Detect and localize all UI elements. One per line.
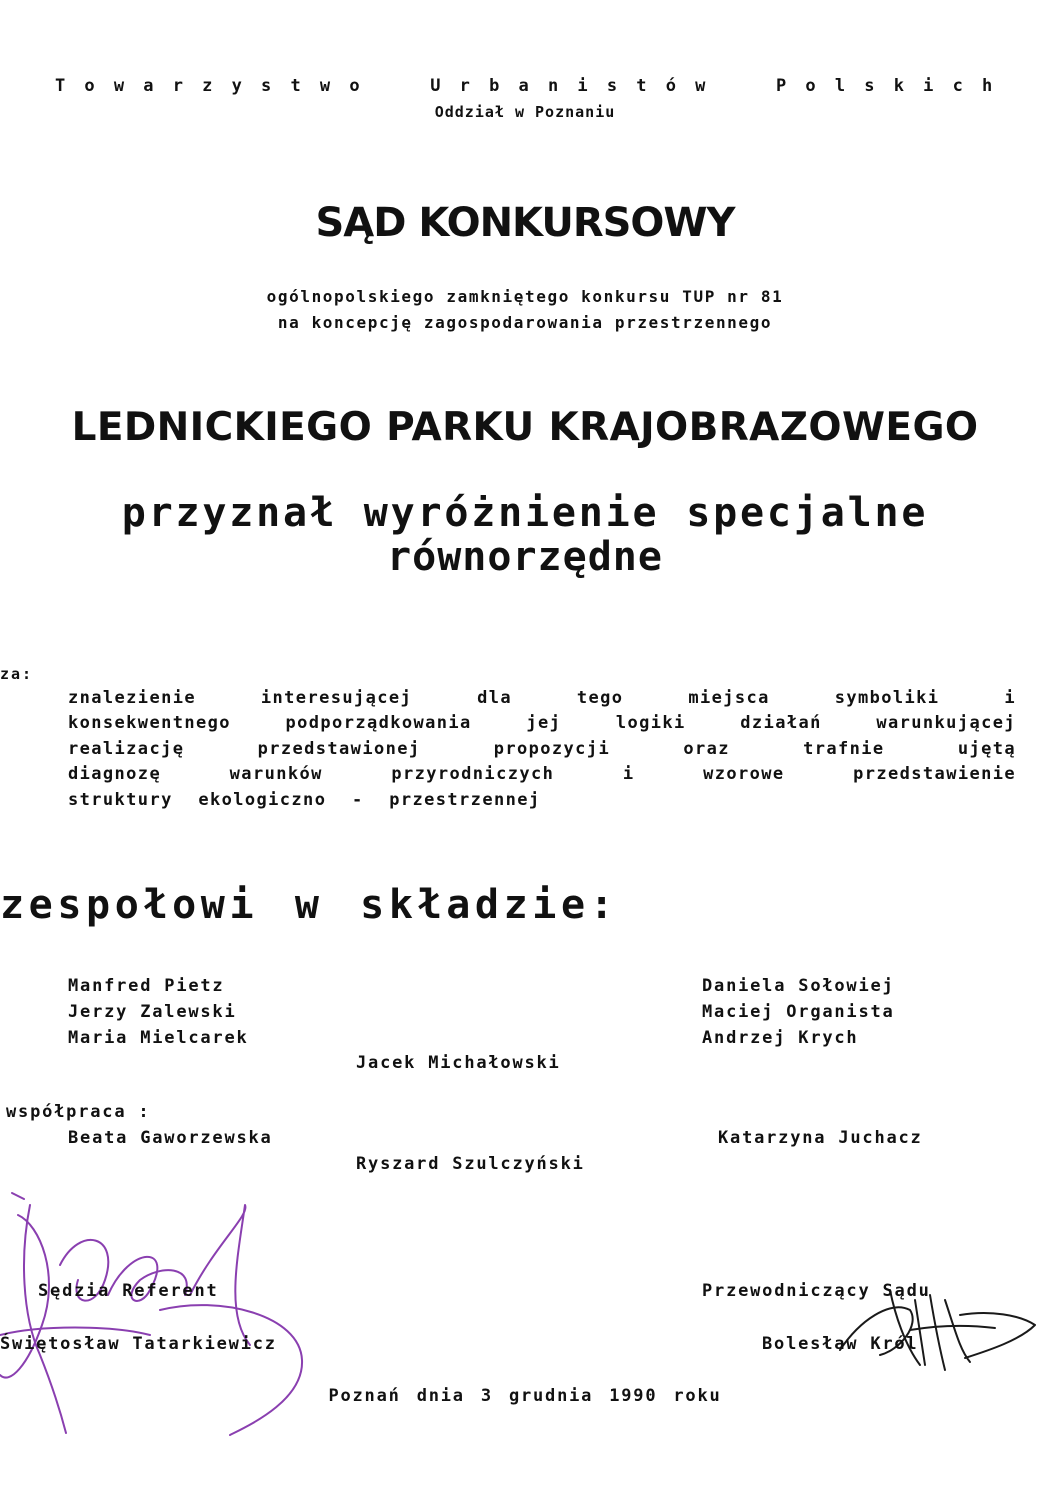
award-heading-line-1: przyznał wyróżnienie specjalne — [121, 490, 929, 536]
justification-line: diagnozę warunków przyrodniczych i wzorowe przedstawienie — [68, 764, 1016, 784]
team-member: Andrzej Krych — [702, 1028, 859, 1048]
team-member: Daniela Sołowiej — [702, 976, 895, 996]
justification-line: realizację przedstawionej propozycji oraz trafnie ujętą — [68, 739, 1016, 759]
referee-role: Sędzia Referent — [38, 1281, 219, 1301]
competition-description-line-2: na koncepcję zagospodarowania przestrzennego — [277, 313, 773, 332]
justification-line: konsekwentnego podporządkowania jej logiki działań warunkującej — [68, 713, 1016, 733]
cooperation-label: współpraca : — [6, 1102, 151, 1122]
justification-label: za: — [0, 665, 34, 683]
team-member: Jerzy Zalewski — [68, 1002, 237, 1022]
team-heading: zespołowi w składzie: — [0, 882, 619, 928]
referee-name: Świętosław Tatarkiewicz — [0, 1334, 277, 1354]
justification-line: struktury ekologiczno - przestrzennej — [68, 790, 541, 810]
park-name-heading: LEDNICKIEGO PARKU KRAJOBRAZOWEGO — [71, 405, 979, 450]
jury-title: SĄD KONKURSOWY — [315, 200, 735, 246]
cooperator: Beata Gaworzewska — [68, 1128, 273, 1148]
award-heading-line-2: równorzędne — [387, 534, 663, 580]
competition-description-line-1: ogólnopolskiego zamkniętego konkursu TUP nr 81 — [266, 287, 784, 306]
justification-line: znalezienie interesującej dla tego miejsca symboliki i — [68, 688, 1016, 708]
chair-name: Bolesław Król — [762, 1334, 919, 1354]
referee-signature — [0, 1185, 340, 1445]
team-member: Maciej Organista — [702, 1002, 895, 1022]
organization-branch: Oddział w Poznaniu — [434, 103, 616, 121]
cooperator: Ryszard Szulczyński — [356, 1154, 585, 1174]
chair-role: Przewodniczący Sądu — [702, 1281, 931, 1301]
cooperator: Katarzyna Juchacz — [718, 1128, 923, 1148]
team-member: Maria Mielcarek — [68, 1028, 249, 1048]
place-and-date: Poznań dnia 3 grudnia 1990 roku — [328, 1386, 722, 1406]
organization-name: Towarzystwo Urbanistów Polskich — [55, 76, 1012, 96]
team-member: Manfred Pietz — [68, 976, 225, 996]
team-member: Jacek Michałowski — [356, 1053, 561, 1073]
